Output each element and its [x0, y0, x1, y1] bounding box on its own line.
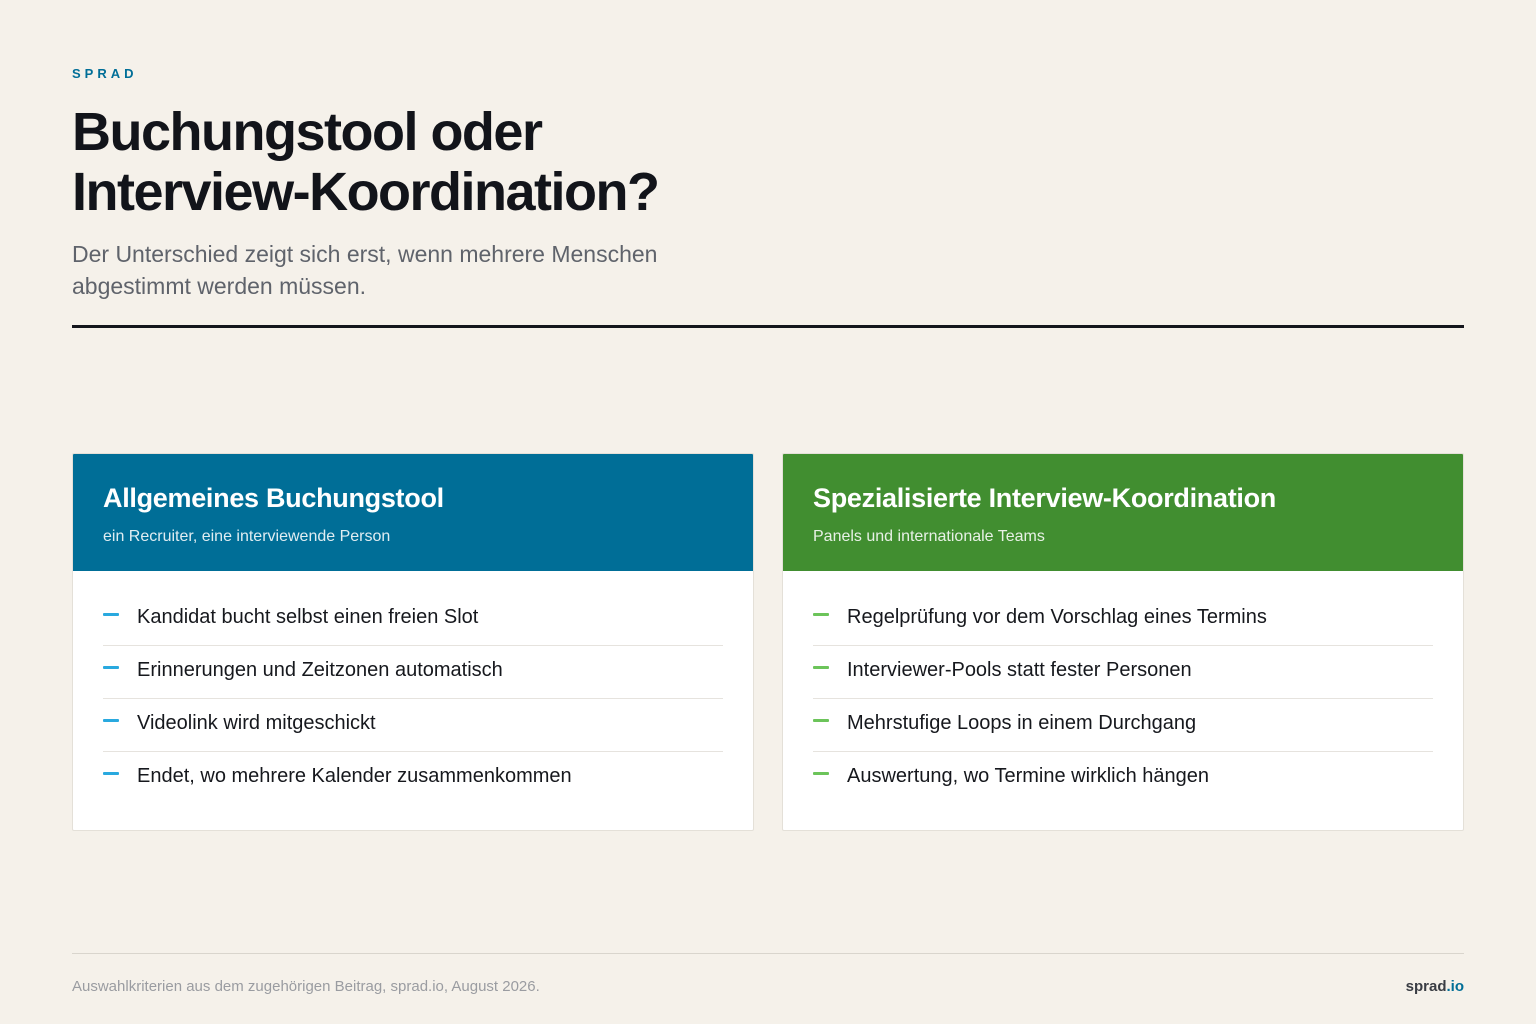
- footer-brand: [1406, 978, 1464, 996]
- list-item-text: Erinnerungen und Zeitzonen automatisch: [137, 659, 503, 681]
- footer-divider: [72, 953, 1464, 954]
- page-subtitle: Der Unterschied zeigt sich erst, wenn mehrere Menschen abgestimmt werden müssen.: [72, 241, 658, 299]
- card-title: Spezialisierte Interview-Koordination: [813, 483, 1276, 513]
- list-item: [103, 752, 723, 805]
- card-subtitle: ein Recruiter, eine interviewende Person: [103, 528, 391, 545]
- card-subtitle: Panels und internationale Teams: [813, 528, 1045, 545]
- footer-source-note: Auswahlkriterien aus dem zugehörigen Beitrag, sprad.io, August 2026.: [72, 978, 540, 995]
- list-item-text: Endet, wo mehrere Kalender zusammenkommen: [137, 765, 572, 787]
- card-header: [783, 454, 1463, 571]
- list-item-text: Interviewer-Pools statt fester Personen: [847, 659, 1192, 681]
- header-divider: [72, 325, 1464, 328]
- dash-bullet-icon: [813, 719, 829, 722]
- list-item: [813, 699, 1433, 752]
- footer-brand-name: sprad: [1405, 978, 1447, 995]
- card-header: [73, 454, 753, 571]
- list-item: [813, 593, 1433, 646]
- card-feature-list: [73, 571, 753, 805]
- brand-label: SPRAD: [72, 66, 138, 81]
- card-interview-coordination: [782, 453, 1464, 831]
- footer-brand-tld: .io: [1446, 978, 1464, 995]
- card-general-booking-tool: [72, 453, 754, 831]
- list-item: [103, 646, 723, 699]
- card-feature-list: [783, 571, 1463, 805]
- page-title: [72, 102, 972, 222]
- dash-bullet-icon: [103, 613, 119, 616]
- title-line-1: Buchungstool oder: [72, 102, 542, 162]
- dash-bullet-icon: [813, 666, 829, 669]
- dash-bullet-icon: [103, 772, 119, 775]
- list-item-text: Kandidat bucht selbst einen freien Slot: [137, 606, 479, 628]
- list-item-text: Videolink wird mitgeschickt: [137, 712, 376, 734]
- dash-bullet-icon: [813, 772, 829, 775]
- list-item: [103, 699, 723, 752]
- dash-bullet-icon: [103, 666, 119, 669]
- list-item: [813, 752, 1433, 805]
- dash-bullet-icon: [103, 719, 119, 722]
- list-item-text: Regelprüfung vor dem Vorschlag eines Termins: [847, 606, 1267, 628]
- card-title: Allgemeines Buchungstool: [103, 483, 444, 513]
- list-item-text: Auswertung, wo Termine wirklich hängen: [847, 765, 1210, 787]
- list-item: [103, 593, 723, 646]
- list-item: [813, 646, 1433, 699]
- title-line-2: Interview-Koordination?: [72, 162, 659, 222]
- comparison-cards: [72, 453, 1464, 831]
- dash-bullet-icon: [813, 613, 829, 616]
- list-item-text: Mehrstufige Loops in einem Durchgang: [847, 712, 1197, 734]
